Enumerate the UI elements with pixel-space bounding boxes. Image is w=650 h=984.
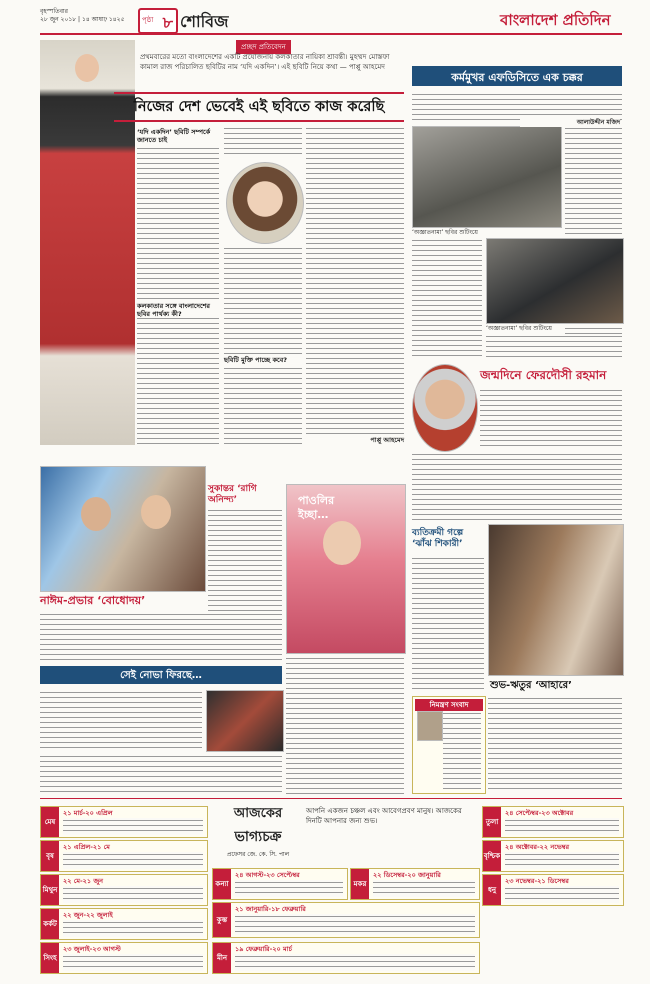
- ahare-body: [488, 696, 622, 792]
- lead-headline: নিজের দেশ ভেবেই এই ছবিতে কাজ করেছি: [114, 92, 404, 122]
- zodiac-date-range: ২৩ নভেম্বর-২১ ডিসেম্বর: [505, 877, 569, 885]
- zodiac-box: [482, 840, 624, 872]
- lead-q3: ছবিটি মুক্তি পাচ্ছে কবে?: [224, 356, 302, 364]
- zodiac-sign-name: কুম্ভ: [213, 903, 231, 937]
- shikari-body: [412, 556, 484, 692]
- zodiac-body: [235, 954, 475, 971]
- horoscope-author: প্রফেসর জে. কে. সি. পাল: [226, 851, 290, 858]
- zodiac-date-range: ২২ ডিসেম্বর-২০ জানুয়ারি: [373, 871, 441, 879]
- zodiac-body: [63, 920, 203, 937]
- lead-kicker: প্রচ্ছদ প্রতিবেদন: [236, 40, 291, 54]
- notice-headline: নিমন্ত্রণ সংবাদ: [415, 699, 483, 711]
- zodiac-date-range: ২২ জুন-২২ জুলাই: [63, 911, 113, 919]
- lead-q1: ‘যদি একদিন’ ছবিটি সম্পর্কে জানতে চাই: [137, 128, 219, 144]
- zodiac-box: [40, 840, 208, 872]
- ahare-headline: শুভ-ঋতুর ‘আহারে’: [490, 680, 572, 691]
- sukanta-headline: সুকান্তর ‘রাগি অনিন্দ্য’: [208, 484, 257, 505]
- paoli-face: [323, 521, 361, 565]
- zodiac-box: [212, 942, 480, 974]
- fdc-photo-2: [486, 238, 624, 324]
- lead-body-col1: [137, 126, 219, 446]
- zodiac-body: [373, 880, 475, 897]
- zodiac-date-range: ২৪ অক্টোবর-২২ নভেম্বর: [505, 843, 570, 851]
- zodiac-box: [482, 874, 624, 906]
- horoscope-title-2: ভাগ্যচক্র: [234, 829, 282, 845]
- zodiac-box: [212, 868, 348, 900]
- nova-headline-bar: [40, 666, 282, 684]
- horoscope-title-block: [212, 804, 304, 862]
- zodiac-sign-name: বৃষ: [41, 841, 59, 871]
- lead-intro: প্রথমবারের মতো বাংলাদেশের একটি প্রযোজনায় কলকাতার নায়িকা শ্রাবন্তী। মুহম্মদ মোস্তফা কামাল রাজ পরিচালিত ছবিটির নাম ‘যদি একদিন’। এই ছবিটি নিয়ে কথা — পাপ্পু আহমেদ: [140, 53, 390, 71]
- horoscope-intro: আপনি একজন চঞ্চল এবং আবেগপ্রবণ মানুষ। আজকের দিনটি আপনার জন্য শুভ।: [306, 807, 462, 825]
- mid-col-text: [286, 656, 404, 794]
- lead-inset-photo: [226, 162, 304, 244]
- lead-q2: কলকাতার সঙ্গে বাংলাদেশের ছবির পার্থক্য কী?: [137, 302, 219, 318]
- brand-logo: বাংলাদেশ প্রতিদিন: [500, 11, 611, 29]
- zodiac-sign-name: মীন: [213, 943, 231, 973]
- lead-body-col2b: [224, 246, 302, 446]
- zodiac-body: [505, 852, 619, 869]
- shikari-photo: [488, 524, 624, 676]
- notice-box: [412, 696, 486, 794]
- sukanta-body: [208, 508, 282, 620]
- zodiac-date-range: ১৯ ফেব্রুয়ারি-২০ মার্চ: [235, 945, 293, 953]
- birthday-photo: [412, 364, 478, 452]
- zodiac-date-range: ২২ মে-২১ জুন: [63, 877, 104, 885]
- nova-band-photo: [206, 690, 284, 752]
- horoscope-rule: [40, 798, 622, 799]
- zodiac-date-range: ২৪ আগস্ট-২৩ সেপ্টেম্বর: [235, 871, 300, 879]
- fdc-caption-2: ‘অজ্ঞাতনামা’ ছবির শুটিংয়ে: [486, 325, 552, 332]
- zodiac-box: [350, 868, 480, 900]
- zodiac-sign-name: সিংহ: [41, 943, 59, 973]
- birthday-headline: জন্মদিনে ফেরদৌসী রহমান: [480, 368, 607, 382]
- masthead: [0, 0, 650, 38]
- fdc-byline: আলাউদ্দীন মজিদ: [520, 118, 620, 127]
- zodiac-sign-name: মেষ: [41, 807, 59, 837]
- page-number-badge: [138, 8, 178, 34]
- page-label: পৃষ্ঠা: [142, 16, 154, 24]
- birthday-body: [480, 388, 622, 448]
- zodiac-box: [212, 902, 480, 938]
- zodiac-box: [40, 874, 208, 906]
- section-title: শোবিজ: [180, 12, 229, 31]
- naim-prova-caption: নাঈম-প্রভার ‘বোধোদয়’: [40, 594, 146, 607]
- zodiac-sign-name: কন্যা: [213, 869, 231, 899]
- zodiac-box: [40, 806, 208, 838]
- zodiac-box: [40, 942, 208, 974]
- zodiac-body: [505, 818, 619, 835]
- zodiac-date-range: ২৪ সেপ্টেম্বর-২৩ অক্টোবর: [505, 809, 574, 817]
- issue-date: বৃহস্পতিবার ২৮ জুন ২০১৮ | ১৪ আষাঢ় ১৪২৫: [40, 8, 125, 23]
- zodiac-body: [63, 818, 203, 835]
- fdc-body-left: [412, 238, 482, 358]
- zodiac-body: [235, 880, 343, 897]
- zodiac-sign-name: তুলা: [483, 807, 501, 837]
- fdc-body-bottom: [486, 334, 622, 358]
- face-1: [81, 497, 111, 531]
- zodiac-date-range: ২১ এপ্রিল-২১ মে: [63, 843, 110, 851]
- zodiac-sign-name: বৃশ্চিক: [483, 841, 501, 871]
- fdc-caption-1: ‘অজ্ঞাতনামা’ ছবির শুটিংয়ে: [412, 229, 478, 236]
- nova-body-2: [40, 754, 282, 794]
- zodiac-sign-name: ধনু: [483, 875, 501, 905]
- zodiac-box: [40, 908, 208, 940]
- zodiac-body: [63, 954, 203, 971]
- fdc-headline-bar: [412, 66, 622, 86]
- fdc-headline: কর্মমুখর এফডিসিতে এক চক্কর: [451, 71, 583, 84]
- lead-body-col3: [306, 126, 404, 446]
- fdc-photo-1: [412, 126, 562, 228]
- nova-body-1: [40, 690, 202, 750]
- zodiac-box: [482, 806, 624, 838]
- naim-prova-photo: [40, 466, 206, 592]
- zodiac-body: [63, 886, 203, 903]
- lead-byline: পাপ্পু আহমেদ: [306, 436, 404, 445]
- zodiac-body: [505, 886, 619, 903]
- shikari-headline: ব্যতিক্রমী গল্পে ‘ঝাঁঝ শিকারী’: [412, 528, 464, 549]
- notice-body: [443, 711, 481, 789]
- actress-face: [75, 54, 99, 82]
- zodiac-body: [235, 914, 475, 935]
- notice-photo: [417, 711, 443, 741]
- horoscope-title-1: আজকের: [233, 806, 283, 821]
- face-2: [141, 495, 171, 529]
- birthday-body-2: [412, 452, 622, 520]
- nova-headline: সেই নোভা ফিরছে…: [120, 670, 202, 681]
- zodiac-date-range: ২১ জানুয়ারি-১৮ ফেব্রুয়ারি: [235, 905, 306, 913]
- zodiac-sign-name: কর্কট: [41, 909, 59, 939]
- zodiac-date-range: ২৩ জুলাই-২৩ আগস্ট: [63, 945, 121, 953]
- page-number: ৮: [162, 13, 173, 32]
- lead-body-col2: [224, 126, 302, 158]
- zodiac-body: [63, 852, 203, 869]
- header-rule: [40, 33, 622, 35]
- zodiac-sign-name: মকর: [351, 869, 369, 899]
- paoli-title: পাওলির ইচ্ছা…: [298, 494, 335, 521]
- zodiac-date-range: ২১ মার্চ-২০ এপ্রিল: [63, 809, 113, 817]
- naim-body: [40, 612, 282, 660]
- zodiac-sign-name: মিথুন: [41, 875, 59, 905]
